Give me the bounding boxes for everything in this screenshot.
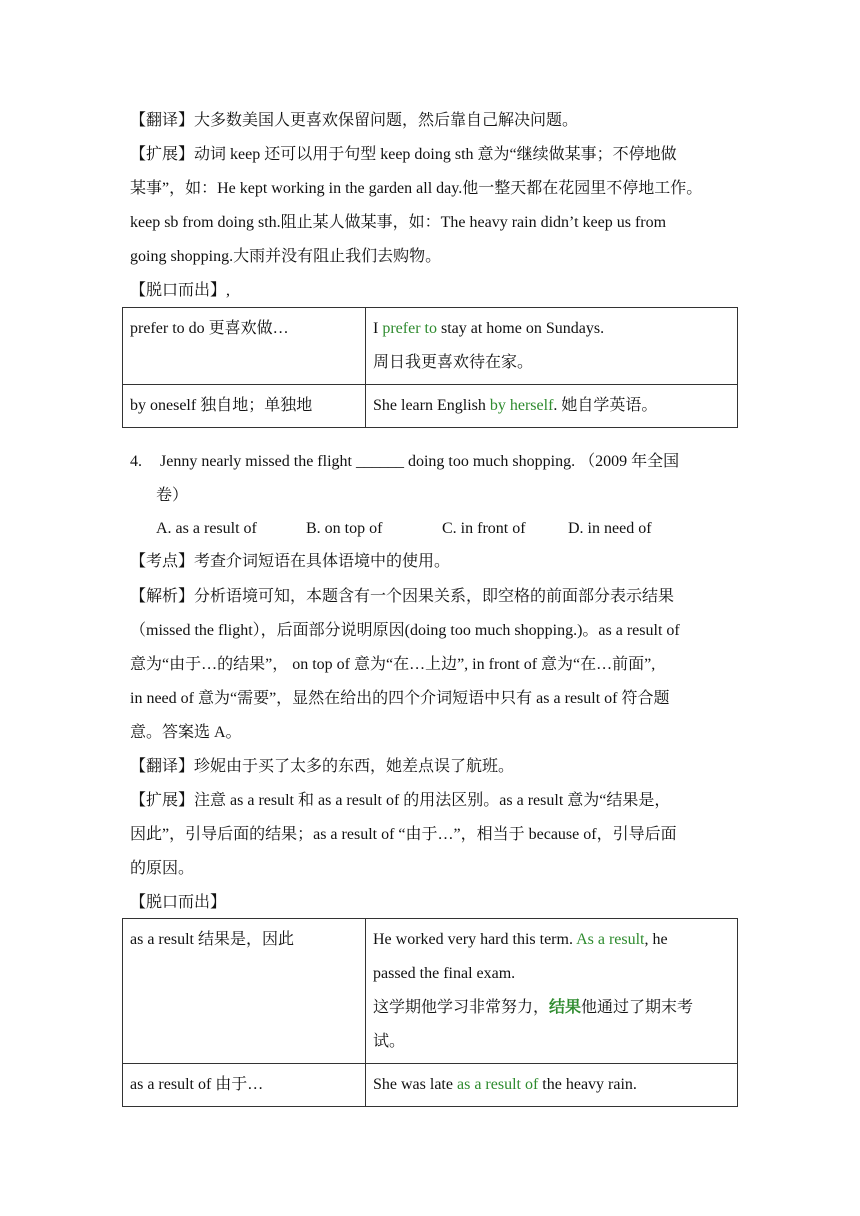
analysis-line-3: 意为“由于…的结果”， on top of 意为“在…上边”, in front of 意为“在…前面”,: [130, 656, 656, 673]
translation-paragraph: [130, 104, 732, 138]
translation-paragraph-2: 【翻译】珍妮由于买了太多的东西，她差点误了航班。: [130, 758, 515, 775]
analysis-line-1: 【解析】分析语境可知，本题含有一个因果关系，即空格的前面部分表示结果: [130, 588, 675, 605]
blurt-heading-2: 【脱口而出】: [130, 894, 227, 911]
blurt-heading: 【脱口而出】,: [130, 282, 231, 299]
highlight-phrase: prefer to: [382, 320, 437, 337]
highlight-phrase: by herself: [489, 397, 554, 414]
option-c: C. in front of: [442, 520, 526, 537]
extension2-line-3: 的原因。: [130, 860, 195, 877]
extension2-line-2: 因此”，引导后面的结果；as a result of “由于…”，相当于 because of，引导后面: [130, 826, 677, 843]
phrase-cell: prefer to do 更喜欢做…: [123, 308, 366, 385]
example-cell: He worked very hard this term. As a result, he passed the final exam. 这学期他学习非常努力，结果他通过了期末考 试。: [366, 919, 738, 1064]
phrase-cell: by oneself 独自地；单独地: [123, 385, 366, 428]
phrase-table-1: [122, 307, 738, 428]
option-d: D. in need of: [568, 520, 652, 537]
extend-label: 【扩展】: [130, 146, 195, 163]
extension-line-1: 【扩展】动词 keep 还可以用于句型 keep doing sth 意为“继续做某事；不停地做: [130, 146, 677, 163]
extension2-line-1: 【扩展】注意 as a result 和 as a result of 的用法区别。as a result 意为“结果是，: [130, 792, 671, 809]
phrase-cell: as a result 结果是，因此: [123, 919, 366, 1064]
table-row: [123, 385, 738, 428]
exam-point: 【考点】考查介词短语在具体语境中的使用。: [130, 553, 451, 570]
example-translation: 周日我更喜欢待在家。: [373, 354, 534, 371]
table-row: [123, 308, 738, 385]
example-cell: I prefer to stay at home on Sundays. 周日我更喜欢待在家。: [366, 308, 738, 385]
question-stem-line-2: 卷）: [156, 487, 189, 504]
phrase-cell: as a result of 由于…: [123, 1064, 366, 1107]
question-stem-line-1: 4. Jenny nearly missed the flight ______ doing too much shopping. （2009 年全国: [130, 453, 680, 470]
answer-options: [156, 512, 758, 546]
question-number: 4.: [130, 453, 142, 470]
highlight-phrase: as a result of: [456, 1076, 539, 1093]
analysis-line-5: 意。答案选 A。: [130, 724, 242, 741]
table-row: [123, 1064, 738, 1107]
highlight-phrase: As a result: [576, 931, 645, 948]
highlight-phrase-cn: 结果: [549, 999, 582, 1016]
option-a: A. as a result of: [156, 520, 257, 537]
analysis-line-2: （missed the flight），后面部分说明原因(doing too much shopping.)。as a result of: [130, 622, 680, 639]
extension-line-4: going shopping.大雨并没有阻止我们去购物。: [130, 248, 442, 265]
translate-text: 大多数美国人更喜欢保留问题，然后靠自己解决问题。: [194, 112, 579, 129]
example-cell: She learn English by herself. 她自学英语。: [366, 385, 738, 428]
phrase-table-2: [122, 918, 738, 1107]
extension-line-2: 某事”，如：He kept working in the garden all day.他一整天都在花园里不停地工作。: [130, 180, 703, 197]
example-cell: She was late as a result of the heavy rain.: [366, 1064, 738, 1107]
option-b: B. on top of: [306, 520, 383, 537]
analysis-line-4: in need of 意为“需要”，显然在给出的四个介词短语中只有 as a result of 符合题: [130, 690, 670, 707]
translate-label: 【翻译】: [130, 112, 195, 129]
extension-line-3: keep sb from doing sth.阻止某人做某事，如：The heavy rain didn’t keep us from: [130, 214, 667, 231]
table-row: [123, 919, 738, 1064]
